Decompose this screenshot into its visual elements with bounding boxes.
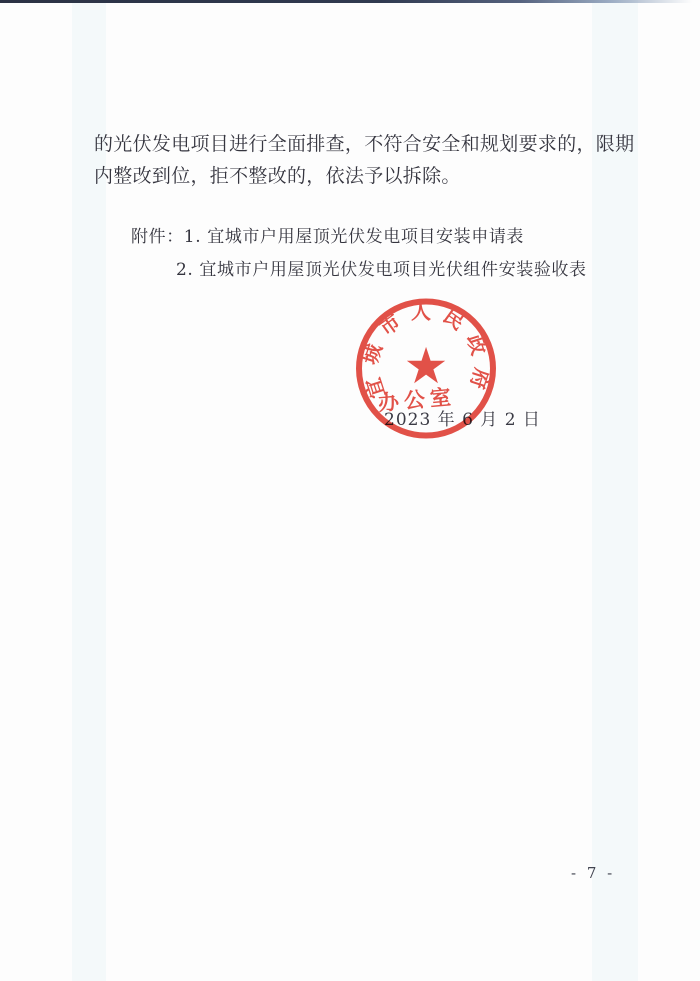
issue-date: 2023 年 6 月 2 日 [384,410,541,430]
seal-bottom-text: 办公室 [376,383,457,416]
official-seal [351,293,501,443]
body-paragraph-line-1: 的光伏发电项目进行全面排查，不符合安全和规划要求的，限期 [94,133,635,155]
page-number: - 7 - [571,864,616,882]
star-icon: ★ [403,337,449,395]
body-paragraph-line-2: 内整改到位，拒不整改的，依法予以拆除。 [94,165,461,187]
seal-arc-title: 宜城市人民政府 [357,299,495,402]
attachment-list-item-1: 附件：1. 宜城市户用屋顶光伏发电项目安装申请表 [131,227,525,247]
scan-edge-artifact [0,0,692,3]
attachment-list-item-2: 2. 宜城市户用屋顶光伏发电项目光伏组件安装验收表 [176,260,587,280]
